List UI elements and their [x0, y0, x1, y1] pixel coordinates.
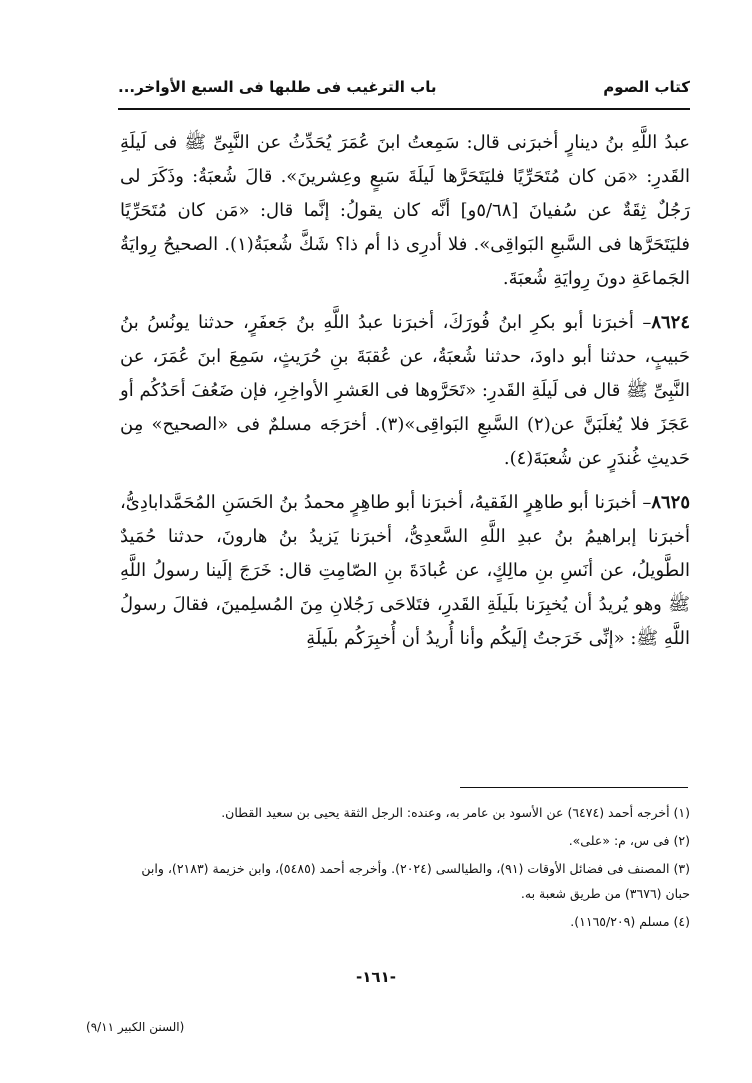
footnote: (٣) المصنف فى فضائل الأوقات (٩١)، والطيالسى (٢٠٢٤). وأخرجه أحمد (٥٤٨٥)، وابن خزيمة (٢١٨٣)، وابن حبان (٣٦٧٦) من طريق شعبة به.: [141, 861, 690, 901]
volume-mark: (السنن الكبير ٩/١١): [86, 1020, 185, 1034]
hadith-8625: [120, 486, 690, 656]
hadith-number: ٨٦٢٤: [651, 312, 690, 333]
footnotes: [120, 800, 690, 937]
running-header: [118, 74, 690, 104]
page-number: -١٦١-: [356, 968, 396, 986]
hadith-text: – أخبرَنا أبو بكرِ ابنُ فُورَكَ، أخبرَنا عبدُ اللَّهِ بنُ جَعفَرٍ، حدثنا يونُسُ بنُ حَبيبٍ، حدثنا أبو داودَ، حدثنا شُعبَةُ، عن عُقبَةَ بنِ حُرَيثٍ، سَمِعَ ابنَ عُمَرَ، عن النَّبِىِّ ﷺ قال فى لَيلَةِ القَدرِ: «تَحَرَّوها فى العَشرِ الأواخِرِ، فإن ضَعُفَ أحَدُكُم أو عَجَزَ فلا يُغلَبَنَّ عن(٢) السَّبعِ البَواقِى»(٣). أخرَجَه مسلمٌ فى «الصحيح» مِن حَديثِ غُندَرٍ عن شُعبَةَ(٤).: [120, 312, 690, 469]
header-divider: [118, 108, 690, 110]
footnote-divider: [460, 787, 688, 788]
footnote: (٤) مسلم (١١٦٥/٢٠٩).: [570, 914, 690, 929]
hadith-text: – أخبرَنا أبو طاهِرٍ الفَقيهُ، أخبرَنا أبو طاهِرٍ محمدُ بنُ الحَسَنِ المُحَمَّدابادِىُّ، أخبرَنا إبراهيمُ بنُ عبدِ اللَّهِ السَّعدِىُّ، أخبرَنا يَزيدُ بنُ هارونَ، حدثنا حُمَيدٌ الطَّويلُ، عن أنَسِ بنِ مالِكٍ، عن عُبادَةَ بنِ الصّامِتِ قال: خَرَجَ إلَينا رسولُ اللَّهِ ﷺ وهو يُريدُ أن يُخبِرَنا بلَيلَةِ القَدرِ، فتَلاحَى رَجُلانِ مِنَ المُسلِمينَ، فقالَ رسولُ اللَّهِ ﷺ: «إنِّى خَرَجتُ إلَيكُم وأنا أُريدُ أن أُخبِرَكُم بلَيلَةِ: [120, 492, 690, 649]
footnote: (١) أخرجه أحمد (٦٤٧٤) عن الأسود بن عامر به، وعنده: الرجل الثقة يحيى بن سعيد القطان.: [221, 805, 690, 820]
paragraph: عبدُ اللَّهِ بنُ دينارٍ أخبرَنى قال: سَمِعتُ ابنَ عُمَرَ يُحَدِّثُ عن النَّبِىِّ ﷺ فى لَيلَةِ القَدرِ: «مَن كان مُتَحَرِّيًا فليَتَحَرَّها لَيلَةَ سَبعٍ وعِشرينَ». قالَ شُعبَةُ: وذَكَرَ لى رَجُلٌ ثِقَةٌ عن سُفيانَ [٥/٦٨و] أنَّه كان يقولُ: إنَّما قال: «مَن كان مُتَحَرِّيًا فليَتَحَرَّها فى السَّبعِ البَواقِى». فلا أدرِى ذا أم ذا؟ شَكَّ شُعبَةُ(١). الصحيحُ رِوايَةُ الجَماعَةِ دونَ رِوايَةِ شُعبَةَ.: [120, 132, 691, 289]
hadith-8624: [120, 306, 690, 476]
book-title: كتاب الصوم: [603, 78, 690, 96]
chapter-title: باب الترغيب فى طلبها فى السبع الأواخر...: [118, 78, 437, 96]
footnote: (٢) فى س، م: «على».: [568, 833, 690, 848]
hadith-number: ٨٦٢٥: [651, 492, 690, 513]
main-text: [120, 126, 690, 660]
